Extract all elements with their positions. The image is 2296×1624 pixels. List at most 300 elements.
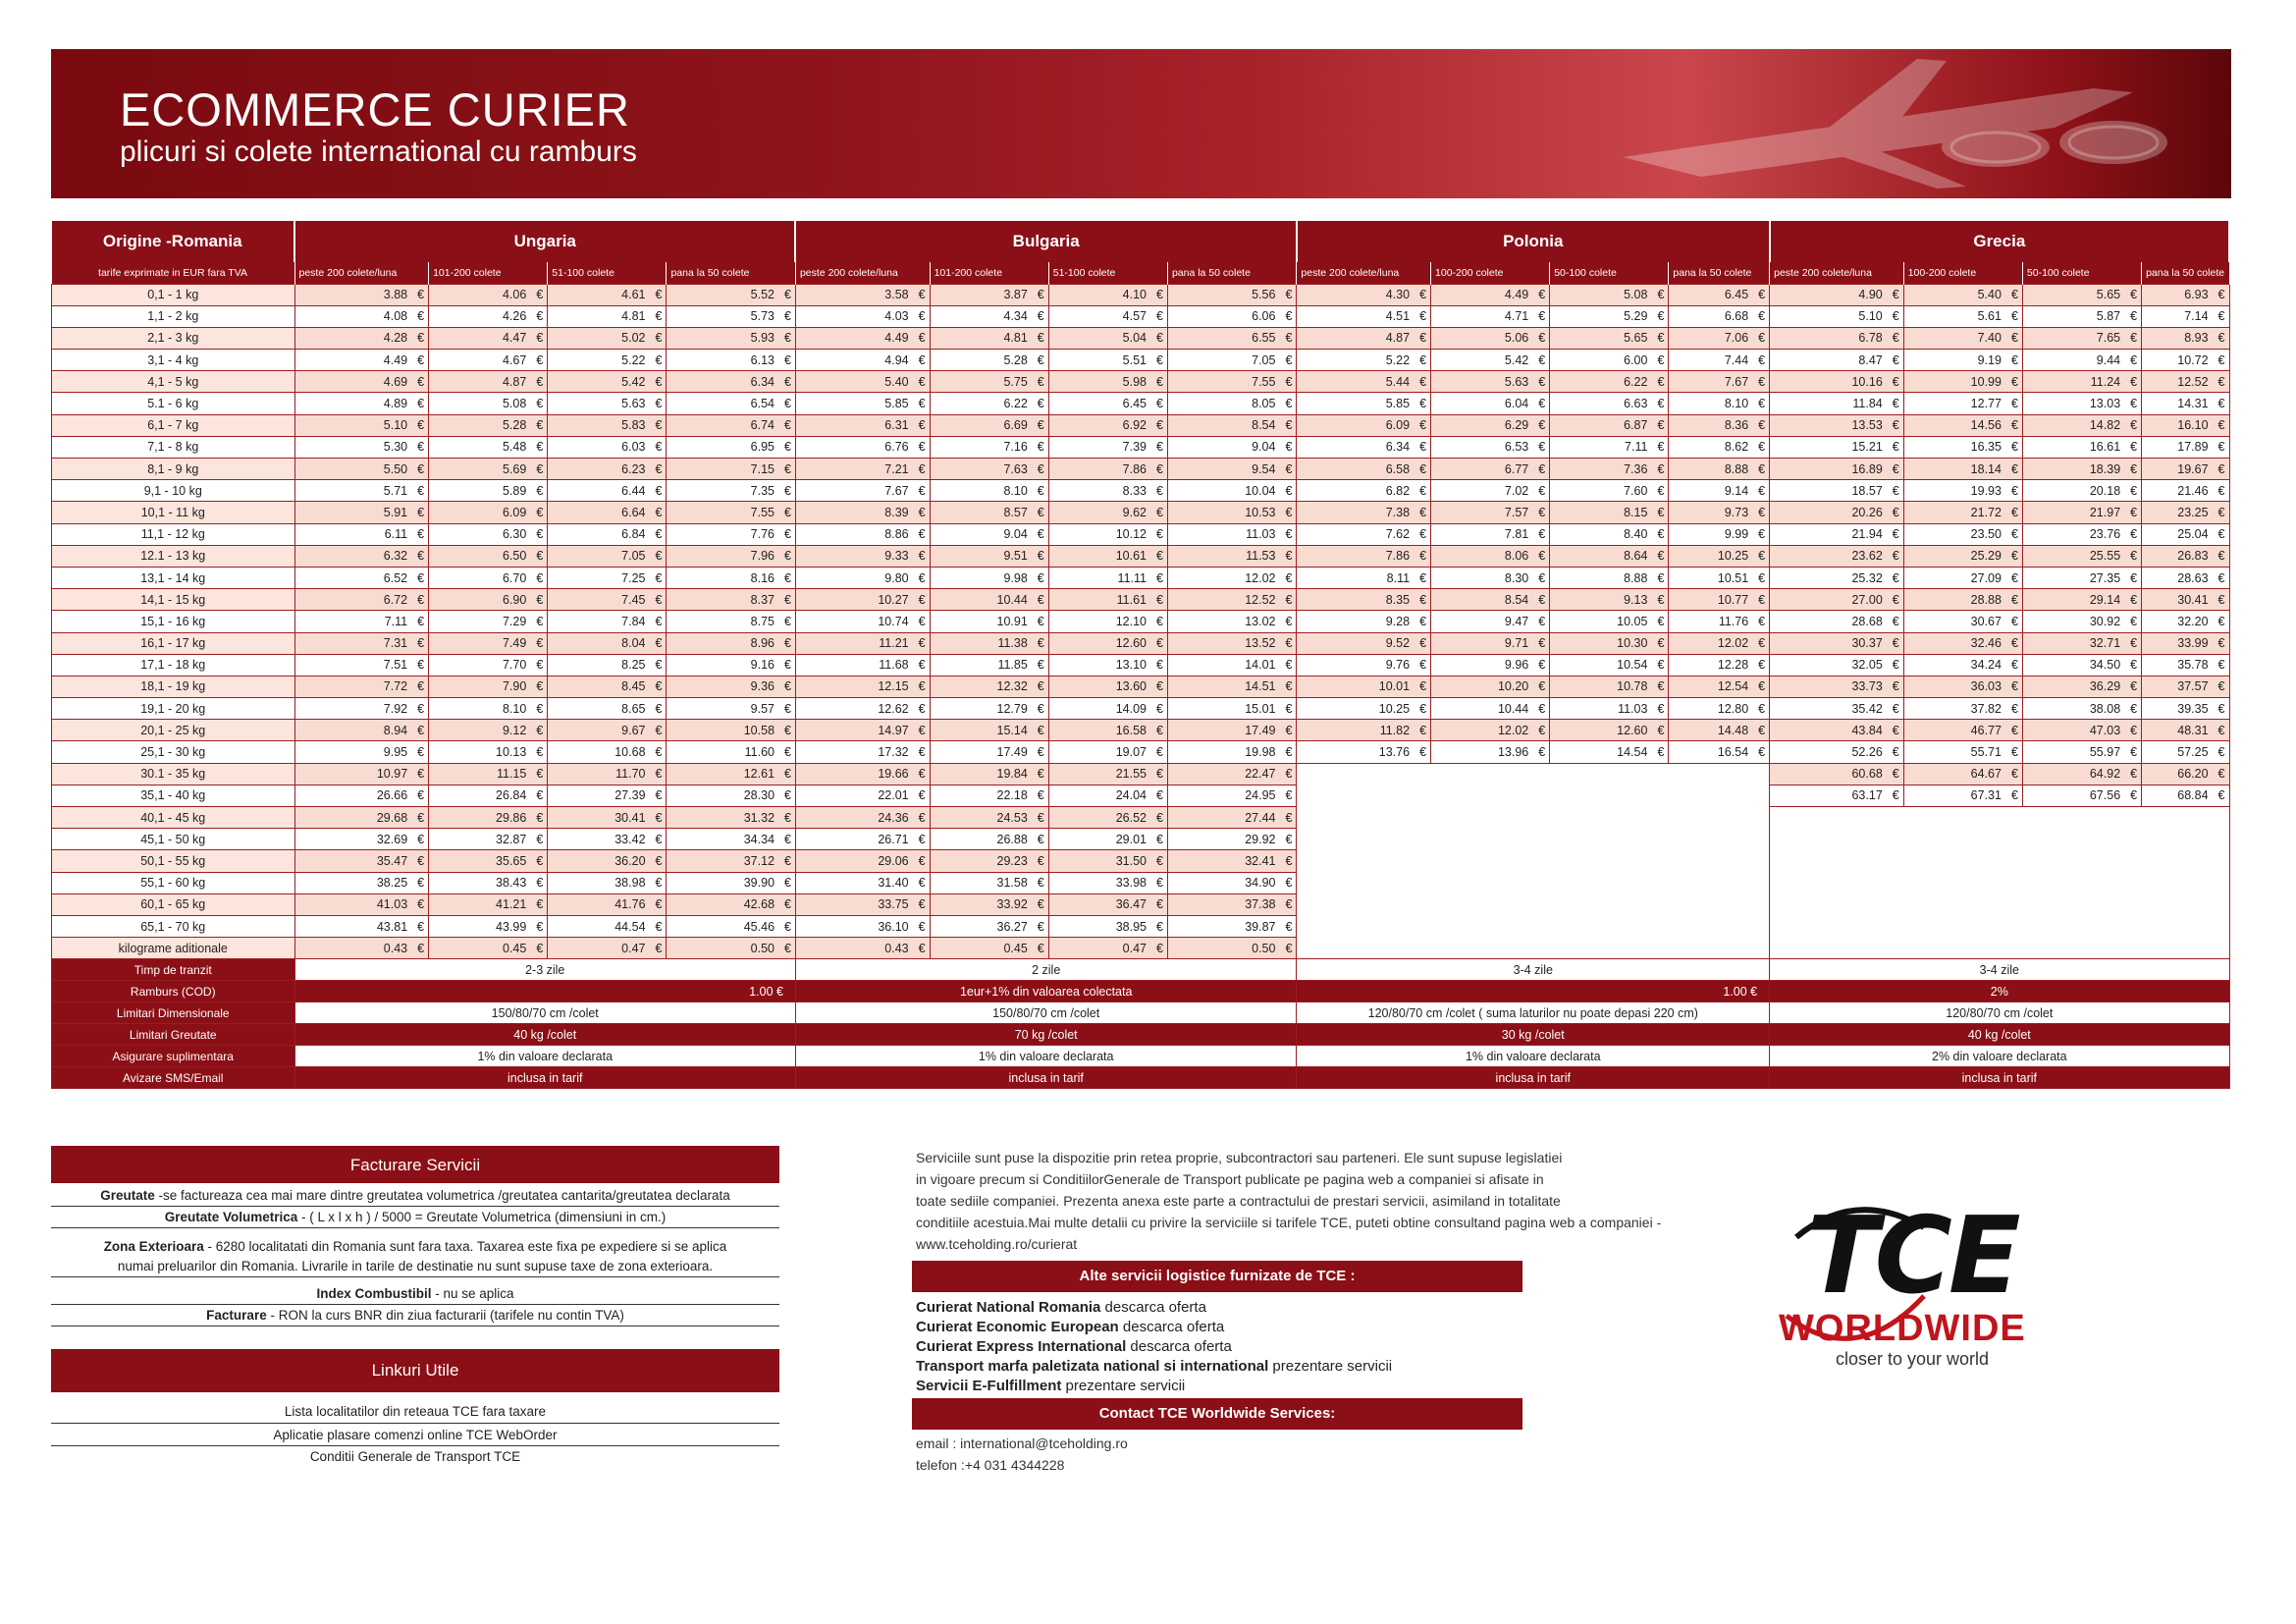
price-value: 44.54 — [614, 919, 646, 934]
currency-symbol: € — [1285, 331, 1293, 346]
price-cell — [294, 284, 429, 305]
currency-symbol: € — [2130, 658, 2138, 673]
currency-symbol: € — [784, 941, 791, 955]
link-conditii[interactable]: Conditii Generale de Transport TCE — [309, 1449, 521, 1464]
currency-symbol: € — [417, 549, 425, 564]
price-cell — [1297, 327, 1431, 349]
currency-symbol: € — [2010, 331, 2018, 346]
price-value: 18.14 — [1970, 461, 2002, 476]
currency-symbol: € — [1892, 592, 1899, 607]
price-cell — [2022, 523, 2141, 545]
weight-range: 0,1 - 1 kg — [52, 284, 295, 305]
table-row — [52, 763, 2230, 785]
service-action-link[interactable]: prezentare servicii — [1268, 1358, 1393, 1375]
price-value: 6.29 — [1504, 418, 1529, 433]
currency-symbol: € — [417, 853, 425, 868]
price-value: 6.95 — [750, 440, 775, 455]
price-cell — [1903, 305, 2022, 327]
price-cell — [795, 915, 930, 937]
price-value: 10.68 — [614, 745, 646, 760]
price-value: 8.86 — [884, 527, 909, 542]
currency-symbol: € — [1538, 527, 1546, 542]
currency-symbol: € — [1155, 876, 1163, 891]
price-cell — [1669, 698, 1770, 720]
currency-symbol: € — [1037, 505, 1044, 519]
currency-symbol: € — [2217, 679, 2225, 694]
price-cell — [1048, 893, 1167, 915]
price-cell — [1770, 327, 1904, 349]
currency-symbol: € — [655, 636, 663, 651]
price-value: 25.32 — [1851, 570, 1883, 585]
price-value: 21.72 — [1970, 505, 2002, 519]
currency-symbol: € — [417, 374, 425, 389]
currency-symbol: € — [1419, 461, 1427, 476]
price-cell — [1669, 720, 1770, 741]
currency-symbol: € — [536, 745, 544, 760]
price-value: 22.01 — [878, 788, 909, 803]
price-value: 5.91 — [383, 505, 408, 519]
price-cell — [1431, 720, 1550, 741]
other-services-title: Alte servicii logistice furnizate de TCE : — [912, 1261, 1522, 1292]
price-cell — [667, 589, 796, 611]
price-cell — [1167, 589, 1296, 611]
weight-range: 60,1 - 65 kg — [52, 893, 295, 915]
price-cell — [2142, 698, 2229, 720]
price-cell — [1167, 350, 1296, 371]
price-cell — [1669, 459, 1770, 480]
currency-symbol: € — [1037, 658, 1044, 673]
price-cell — [548, 502, 667, 523]
price-value: 17.32 — [878, 745, 909, 760]
currency-symbol: € — [918, 331, 926, 346]
price-cell — [294, 305, 429, 327]
price-cell — [294, 720, 429, 741]
price-value: 19.66 — [878, 767, 909, 782]
price-value: 7.29 — [502, 614, 527, 628]
link-weborder[interactable]: Aplicatie plasare comenzi online TCE WebOrder — [51, 1426, 779, 1446]
price-value: 4.67 — [502, 352, 527, 367]
price-cell — [667, 459, 796, 480]
currency-symbol: € — [2130, 440, 2138, 455]
price-cell — [667, 741, 796, 763]
price-cell — [930, 632, 1048, 654]
price-value: 4.26 — [502, 309, 527, 324]
price-value: 29.06 — [878, 853, 909, 868]
contact-email[interactable]: email : international@tceholding.ro — [916, 1435, 1128, 1451]
currency-symbol: € — [417, 832, 425, 846]
price-cell — [1431, 284, 1550, 305]
price-cell — [1048, 720, 1167, 741]
service-name: Servicii E-Fulfillment — [916, 1378, 1062, 1394]
price-cell — [294, 872, 429, 893]
price-value: 12.77 — [1970, 397, 2002, 411]
currency-symbol: € — [1419, 483, 1427, 498]
currency-symbol: € — [1285, 483, 1293, 498]
price-value: 27.39 — [614, 788, 646, 803]
currency-symbol: € — [2010, 679, 2018, 694]
currency-symbol: € — [1285, 397, 1293, 411]
price-value: 6.04 — [1504, 397, 1529, 411]
price-cell — [548, 589, 667, 611]
price-value: 8.54 — [1252, 418, 1276, 433]
price-cell — [1669, 305, 1770, 327]
price-value: 5.69 — [502, 461, 527, 476]
price-cell — [1903, 371, 2022, 393]
price-value: 12.60 — [1617, 723, 1648, 737]
currency-symbol: € — [536, 418, 544, 433]
currency-symbol: € — [1037, 352, 1044, 367]
price-value: 8.62 — [1724, 440, 1749, 455]
currency-symbol: € — [1758, 505, 1766, 519]
currency-symbol: € — [417, 876, 425, 891]
price-cell — [429, 763, 548, 785]
currency-symbol: € — [417, 570, 425, 585]
service-item[interactable] — [916, 1318, 1224, 1337]
price-value: 6.03 — [621, 440, 646, 455]
currency-symbol: € — [1657, 461, 1665, 476]
contact-phone: telefon :+4 031 4344228 — [916, 1457, 1065, 1473]
currency-symbol: € — [417, 941, 425, 955]
price-value: 7.21 — [884, 461, 909, 476]
currency-symbol: € — [784, 701, 791, 716]
weight-range: 16,1 - 17 kg — [52, 632, 295, 654]
price-value: 8.06 — [1504, 549, 1529, 564]
service-action-link[interactable]: descarca oferta — [1100, 1299, 1206, 1316]
currency-symbol: € — [417, 418, 425, 433]
price-cell — [1167, 567, 1296, 588]
price-value: 7.67 — [1724, 374, 1749, 389]
price-cell — [1903, 284, 2022, 305]
price-cell — [1297, 393, 1431, 414]
currency-symbol: € — [2217, 614, 2225, 628]
price-value: 15.14 — [996, 723, 1028, 737]
price-cell — [1770, 414, 1904, 436]
currency-symbol: € — [918, 810, 926, 825]
price-value: 43.99 — [496, 919, 527, 934]
price-cell — [930, 807, 1048, 829]
price-cell — [1903, 523, 2022, 545]
currency-symbol: € — [784, 723, 791, 737]
price-cell — [429, 393, 548, 414]
price-value: 12.54 — [1717, 679, 1749, 694]
currency-symbol: € — [1285, 723, 1293, 737]
price-value: 5.42 — [1504, 352, 1529, 367]
price-cell — [1770, 545, 1904, 567]
price-cell — [795, 589, 930, 611]
price-cell — [294, 611, 429, 632]
price-cell — [1903, 393, 2022, 414]
currency-symbol: € — [784, 288, 791, 302]
service-action-link[interactable]: descarca oferta — [1118, 1319, 1225, 1335]
price-cell — [1550, 436, 1669, 458]
currency-symbol: € — [1892, 701, 1899, 716]
currency-symbol: € — [1155, 592, 1163, 607]
currency-symbol: € — [1657, 723, 1665, 737]
price-value: 7.05 — [621, 549, 646, 564]
currency-symbol: € — [1758, 527, 1766, 542]
currency-symbol: € — [1892, 679, 1899, 694]
price-cell — [429, 654, 548, 676]
price-value: 12.28 — [1717, 658, 1749, 673]
currency-symbol: € — [918, 636, 926, 651]
price-cell — [1431, 459, 1550, 480]
price-value: 14.31 — [2177, 397, 2209, 411]
link-localitati[interactable]: Lista localitatilor din reteaua TCE fara taxare — [51, 1400, 779, 1424]
currency-symbol: € — [918, 309, 926, 324]
price-cell — [1770, 393, 1904, 414]
price-value: 41.21 — [496, 897, 527, 912]
price-value: 15.21 — [1851, 440, 1883, 455]
price-cell — [930, 676, 1048, 697]
price-value: 7.05 — [1252, 352, 1276, 367]
price-cell — [2142, 763, 2229, 785]
price-cell — [429, 523, 548, 545]
footer-value: 1.00 € — [1297, 981, 1770, 1002]
price-cell — [1903, 567, 2022, 588]
header-banner — [51, 49, 2231, 198]
price-value: 25.04 — [2177, 527, 2209, 542]
price-value: 27.35 — [2089, 570, 2121, 585]
currency-symbol: € — [1155, 810, 1163, 825]
services-text-line[interactable]: www.tceholding.ro/curierat — [916, 1236, 1078, 1252]
price-cell — [548, 305, 667, 327]
price-cell — [667, 414, 796, 436]
price-cell — [667, 632, 796, 654]
price-cell — [795, 676, 930, 697]
currency-symbol: € — [1155, 701, 1163, 716]
footer-label: Limitari Dimensionale — [52, 1002, 295, 1024]
price-value: 11.24 — [2090, 374, 2121, 389]
currency-symbol: € — [2010, 527, 2018, 542]
price-cell — [930, 459, 1048, 480]
billing-term: Greutate — [100, 1188, 155, 1203]
price-value: 0.50 — [1252, 941, 1276, 955]
currency-symbol: € — [1285, 505, 1293, 519]
currency-symbol: € — [918, 614, 926, 628]
currency-symbol: € — [1419, 309, 1427, 324]
currency-symbol: € — [1538, 679, 1546, 694]
price-value: 7.15 — [750, 461, 775, 476]
price-value: 6.82 — [1385, 483, 1411, 498]
price-value: 8.88 — [1724, 461, 1749, 476]
price-cell — [294, 632, 429, 654]
currency-symbol: € — [1155, 788, 1163, 803]
price-cell — [795, 720, 930, 741]
price-cell — [1903, 436, 2022, 458]
price-value: 48.31 — [2177, 723, 2209, 737]
currency-symbol: € — [536, 614, 544, 628]
price-value: 6.84 — [621, 527, 646, 542]
price-value: 67.56 — [2089, 788, 2121, 803]
currency-symbol: € — [1419, 505, 1427, 519]
currency-symbol: € — [2010, 309, 2018, 324]
price-value: 5.29 — [1624, 309, 1648, 324]
price-value: 36.47 — [1115, 897, 1147, 912]
price-value: 5.10 — [1858, 309, 1883, 324]
price-cell — [2142, 284, 2229, 305]
footer-value: 1.00 € — [294, 981, 795, 1002]
price-cell — [1297, 698, 1431, 720]
price-cell — [1550, 567, 1669, 588]
currency-symbol: € — [536, 701, 544, 716]
currency-symbol: € — [2010, 549, 2018, 564]
currency-symbol: € — [1155, 374, 1163, 389]
currency-symbol: € — [1285, 941, 1293, 955]
price-cell — [1048, 371, 1167, 393]
currency-symbol: € — [1037, 549, 1044, 564]
currency-symbol: € — [1758, 288, 1766, 302]
price-cell — [1431, 393, 1550, 414]
service-item[interactable] — [916, 1377, 1185, 1396]
currency-symbol: € — [1037, 832, 1044, 846]
price-value: 5.50 — [383, 461, 408, 476]
weight-range: 30.1 - 35 kg — [52, 763, 295, 785]
price-value: 6.00 — [1624, 352, 1648, 367]
table-row — [52, 654, 2230, 676]
price-value: 11.84 — [1852, 397, 1883, 411]
currency-symbol: € — [2010, 352, 2018, 367]
price-value: 37.57 — [2177, 679, 2209, 694]
currency-symbol: € — [655, 549, 663, 564]
price-value: 9.04 — [1003, 527, 1028, 542]
service-item[interactable] — [916, 1337, 1232, 1357]
currency-symbol: € — [1758, 352, 1766, 367]
price-value: 10.27 — [878, 592, 909, 607]
currency-symbol: € — [655, 897, 663, 912]
price-value: 39.87 — [1245, 919, 1276, 934]
price-value: 10.72 — [2177, 352, 2209, 367]
price-value: 8.35 — [1385, 592, 1411, 607]
price-value: 7.70 — [502, 658, 527, 673]
price-cell — [2142, 611, 2229, 632]
price-value: 11.53 — [1246, 549, 1276, 564]
price-value: 11.68 — [879, 658, 909, 673]
price-value: 21.97 — [2089, 505, 2121, 519]
footer-value: inclusa in tarif — [795, 1067, 1296, 1089]
price-cell — [1431, 436, 1550, 458]
price-value: 7.86 — [1385, 549, 1411, 564]
page-title: ECOMMERCE CURIER — [120, 83, 630, 135]
currency-symbol: € — [1419, 614, 1427, 628]
price-value: 7.31 — [383, 636, 408, 651]
currency-symbol: € — [417, 331, 425, 346]
price-value: 7.11 — [1625, 440, 1648, 455]
currency-symbol: € — [2130, 679, 2138, 694]
currency-symbol: € — [2010, 418, 2018, 433]
price-cell — [795, 327, 930, 349]
price-cell — [1048, 676, 1167, 697]
currency-symbol: € — [2130, 745, 2138, 760]
currency-symbol: € — [2130, 352, 2138, 367]
currency-symbol: € — [1155, 853, 1163, 868]
currency-symbol: € — [784, 418, 791, 433]
service-item[interactable] — [916, 1298, 1206, 1318]
service-action-link[interactable]: prezentare servicii — [1061, 1378, 1186, 1394]
price-cell — [1431, 632, 1550, 654]
price-cell — [548, 632, 667, 654]
footer-label: Avizare SMS/Email — [52, 1067, 295, 1089]
price-cell — [1550, 393, 1669, 414]
currency-symbol: € — [918, 374, 926, 389]
price-cell — [1669, 654, 1770, 676]
table-row — [52, 938, 2230, 959]
weight-range: 3,1 - 4 kg — [52, 350, 295, 371]
billing-item — [51, 1186, 779, 1207]
price-cell — [1770, 720, 1904, 741]
price-value: 9.99 — [1724, 527, 1749, 542]
empty-cell — [1297, 938, 1770, 959]
price-value: 4.61 — [621, 288, 646, 302]
price-value: 9.33 — [884, 549, 909, 564]
price-cell — [1770, 567, 1904, 588]
service-action-link[interactable]: descarca oferta — [1126, 1338, 1232, 1355]
price-cell — [1167, 872, 1296, 893]
price-value: 5.89 — [502, 483, 527, 498]
price-cell — [1297, 589, 1431, 611]
currency-symbol: € — [918, 853, 926, 868]
price-value: 13.02 — [1245, 614, 1276, 628]
currency-symbol: € — [1419, 397, 1427, 411]
currency-symbol: € — [1758, 592, 1766, 607]
price-cell — [2142, 305, 2229, 327]
price-cell — [667, 850, 796, 872]
currency-symbol: € — [1657, 331, 1665, 346]
table-row — [52, 480, 2230, 502]
price-value: 32.69 — [376, 832, 408, 846]
price-cell — [1669, 393, 1770, 414]
currency-symbol: € — [417, 745, 425, 760]
price-cell — [548, 284, 667, 305]
price-value: 3.87 — [1003, 288, 1028, 302]
price-value: 8.57 — [1003, 505, 1028, 519]
price-cell — [1770, 654, 1904, 676]
price-cell — [1669, 611, 1770, 632]
price-cell — [1431, 414, 1550, 436]
currency-symbol: € — [784, 745, 791, 760]
price-cell — [2022, 284, 2141, 305]
currency-symbol: € — [918, 527, 926, 542]
price-cell — [1903, 698, 2022, 720]
currency-symbol: € — [1285, 897, 1293, 912]
price-value: 4.90 — [1858, 288, 1883, 302]
price-value: 9.47 — [1504, 614, 1529, 628]
price-cell — [429, 480, 548, 502]
price-cell — [429, 545, 548, 567]
service-item[interactable] — [916, 1357, 1392, 1377]
currency-symbol: € — [2217, 440, 2225, 455]
price-cell — [1669, 589, 1770, 611]
currency-symbol: € — [417, 440, 425, 455]
currency-symbol: € — [1419, 636, 1427, 651]
currency-symbol: € — [655, 701, 663, 716]
price-value: 7.90 — [502, 679, 527, 694]
price-value: 5.08 — [1624, 288, 1648, 302]
price-cell — [548, 872, 667, 893]
price-value: 16.61 — [2089, 440, 2121, 455]
price-cell — [795, 763, 930, 785]
price-cell — [1903, 785, 2022, 806]
price-cell — [930, 850, 1048, 872]
price-cell — [930, 698, 1048, 720]
currency-symbol: € — [1037, 418, 1044, 433]
price-cell — [930, 915, 1048, 937]
footer-row — [52, 981, 2230, 1002]
currency-symbol: € — [417, 527, 425, 542]
currency-symbol: € — [2130, 788, 2138, 803]
price-cell — [667, 763, 796, 785]
currency-symbol: € — [417, 592, 425, 607]
currency-symbol: € — [1037, 614, 1044, 628]
